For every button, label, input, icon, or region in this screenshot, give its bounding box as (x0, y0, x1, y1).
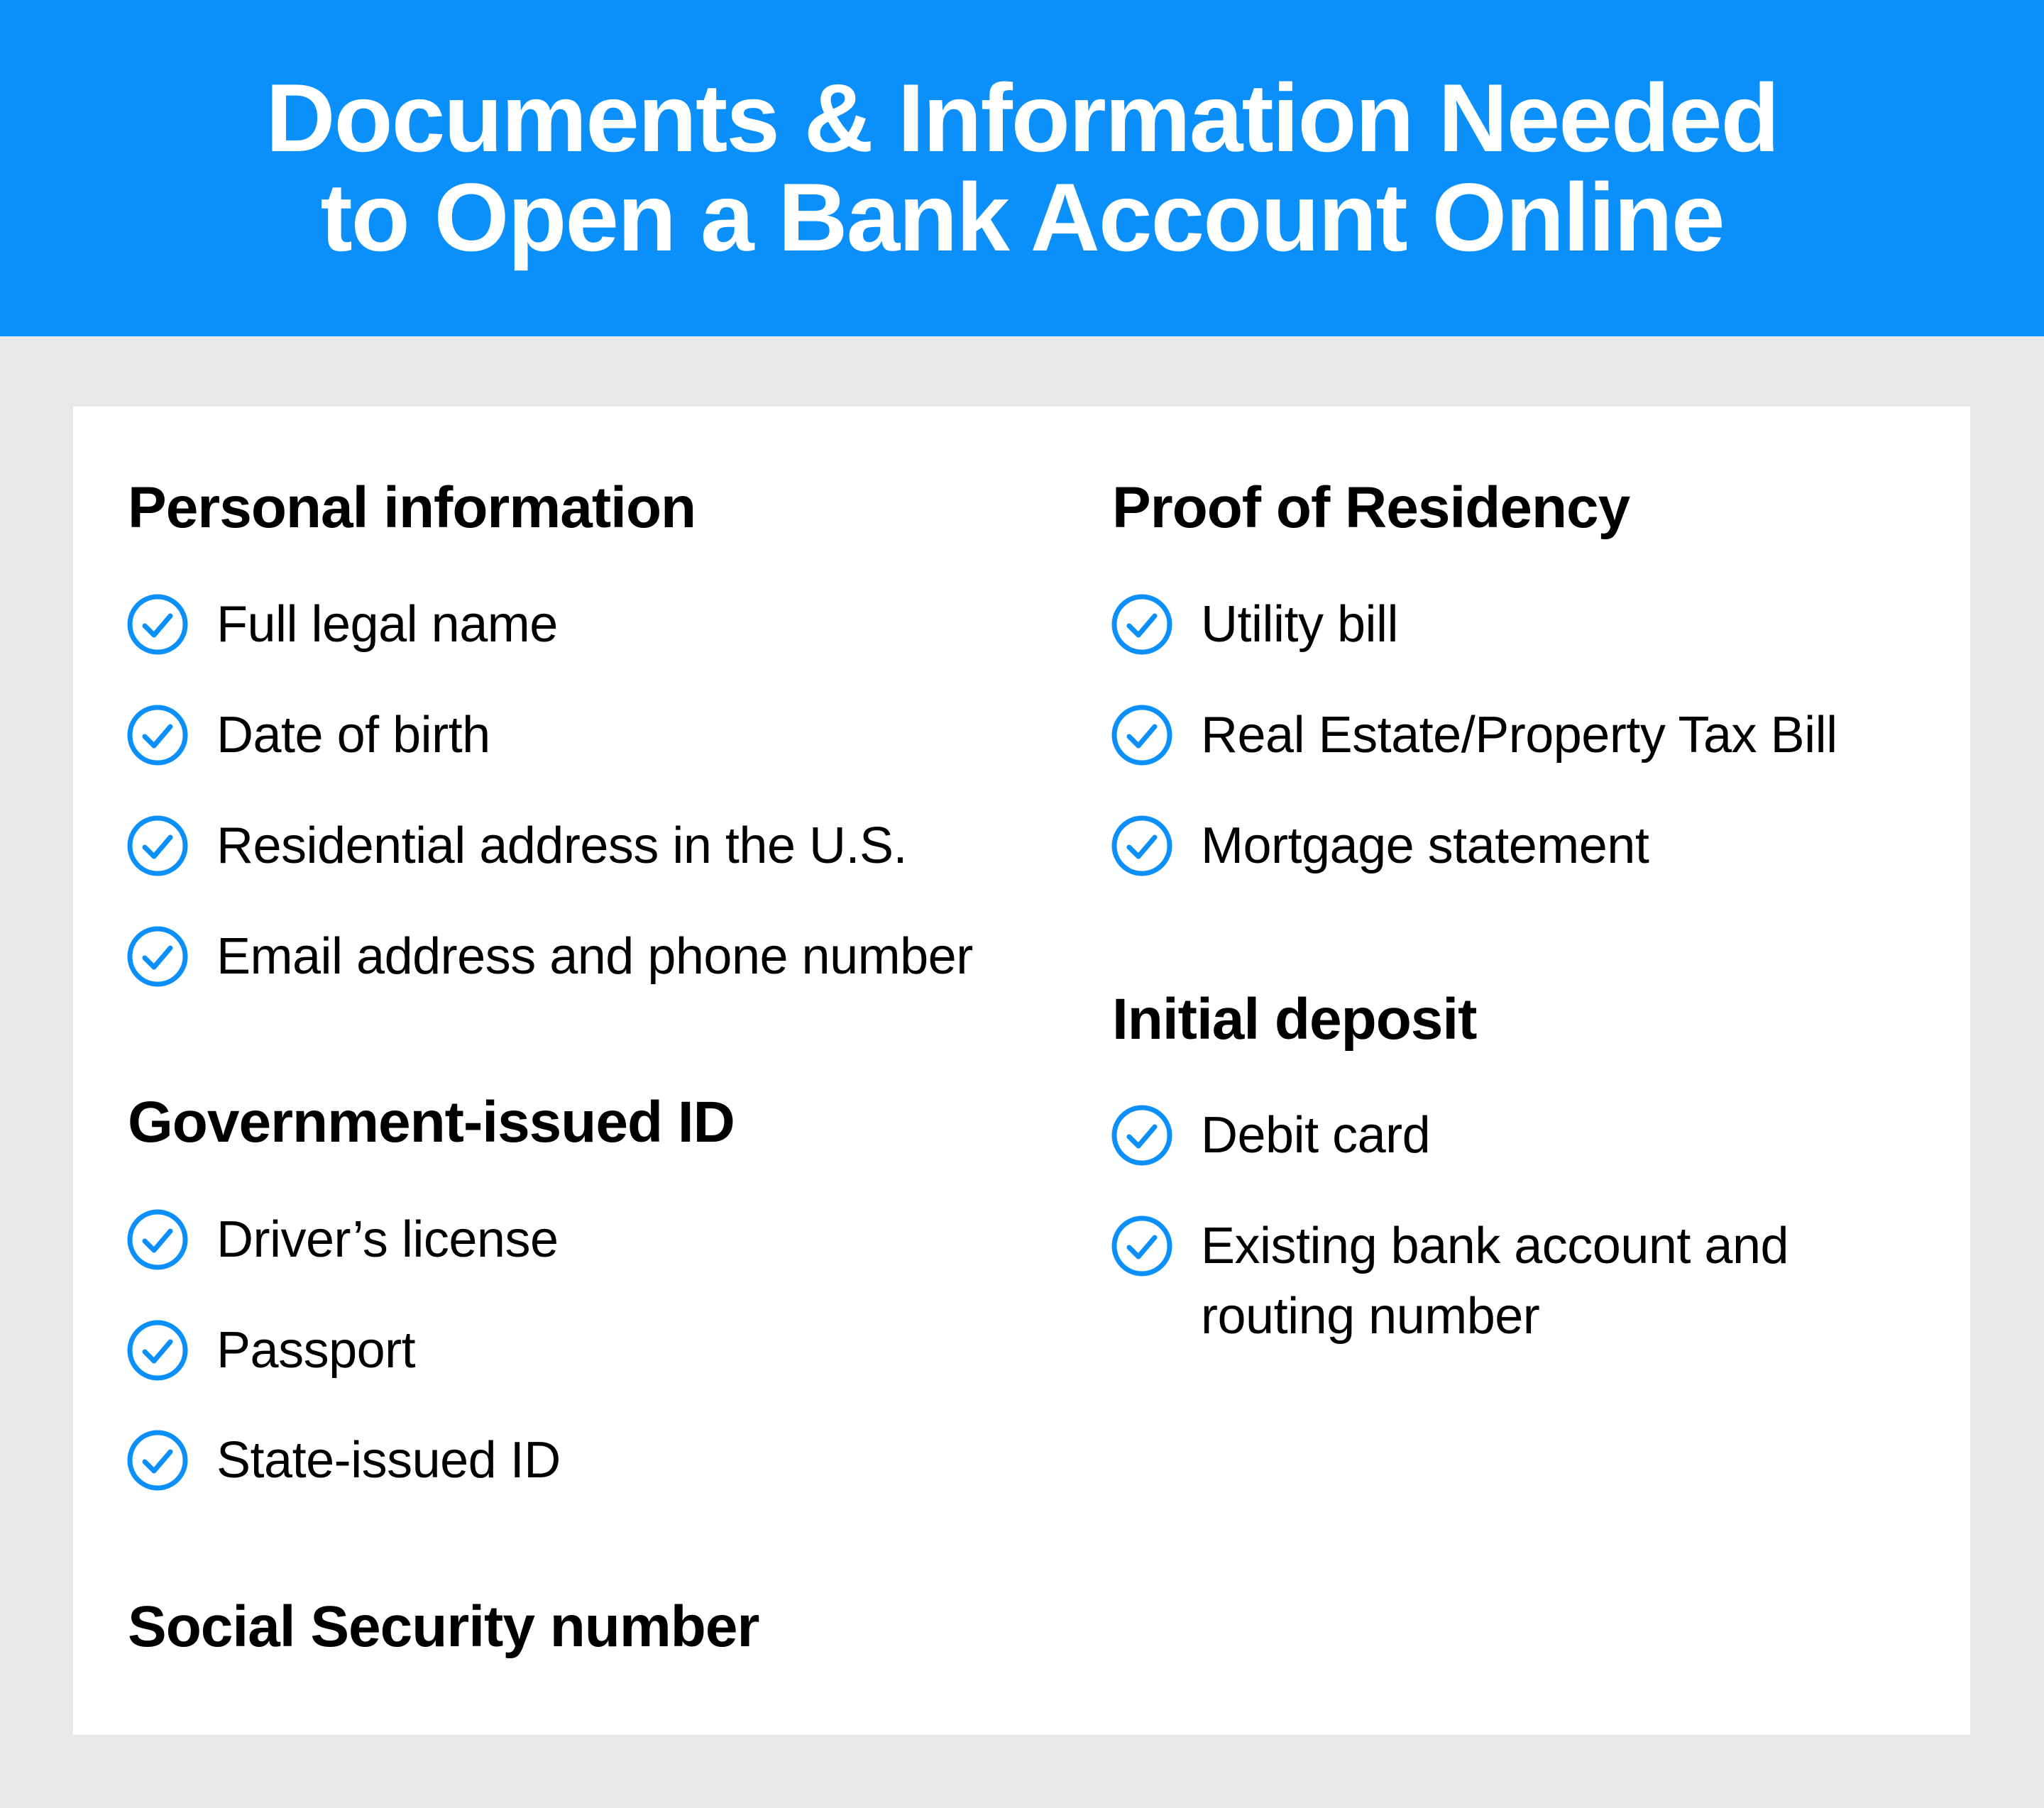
list-item: State-issued ID (216, 1432, 561, 1489)
list-item: Mortgage statement (1201, 817, 1649, 874)
list-item: Existing bank account and (1201, 1218, 1789, 1274)
check-circle-icon (126, 593, 189, 656)
title-line-2: to Open a Bank Account Online (320, 163, 1724, 271)
section-heading-ssn: Social Security number (128, 1594, 759, 1659)
list-item: Driver’s license (216, 1211, 559, 1268)
check-circle-icon (126, 1208, 189, 1271)
check-circle-icon (126, 704, 189, 766)
check-circle-icon (1111, 704, 1173, 766)
section-heading-government-id: Government-issued ID (128, 1090, 735, 1154)
check-circle-icon (126, 1319, 189, 1382)
list-item: Email address and phone number (216, 928, 973, 985)
check-circle-icon (1111, 815, 1173, 877)
list-item: Real Estate/Property Tax Bill (1201, 707, 1837, 764)
check-circle-icon (126, 815, 189, 877)
list-item: Residential address in the U.S. (216, 817, 908, 874)
list-item: Date of birth (216, 707, 490, 764)
check-circle-icon (1111, 1104, 1173, 1167)
section-heading-deposit: Initial deposit (1112, 987, 1477, 1052)
list-item-continued: routing number (1201, 1288, 1540, 1345)
check-circle-icon (126, 1429, 189, 1492)
list-item: Passport (216, 1322, 416, 1379)
section-heading-residency: Proof of Residency (1112, 475, 1630, 540)
header-banner (0, 0, 2044, 336)
check-circle-icon (126, 925, 189, 988)
section-heading-personal: Personal information (128, 475, 696, 540)
list-item: Utility bill (1201, 596, 1399, 653)
title-line-1: Documents & Information Needed (265, 64, 1779, 172)
list-item: Debit card (1201, 1107, 1431, 1164)
page-title (0, 64, 2044, 271)
check-circle-icon (1111, 593, 1173, 656)
check-circle-icon (1111, 1215, 1173, 1277)
list-item: Full legal name (216, 596, 558, 653)
